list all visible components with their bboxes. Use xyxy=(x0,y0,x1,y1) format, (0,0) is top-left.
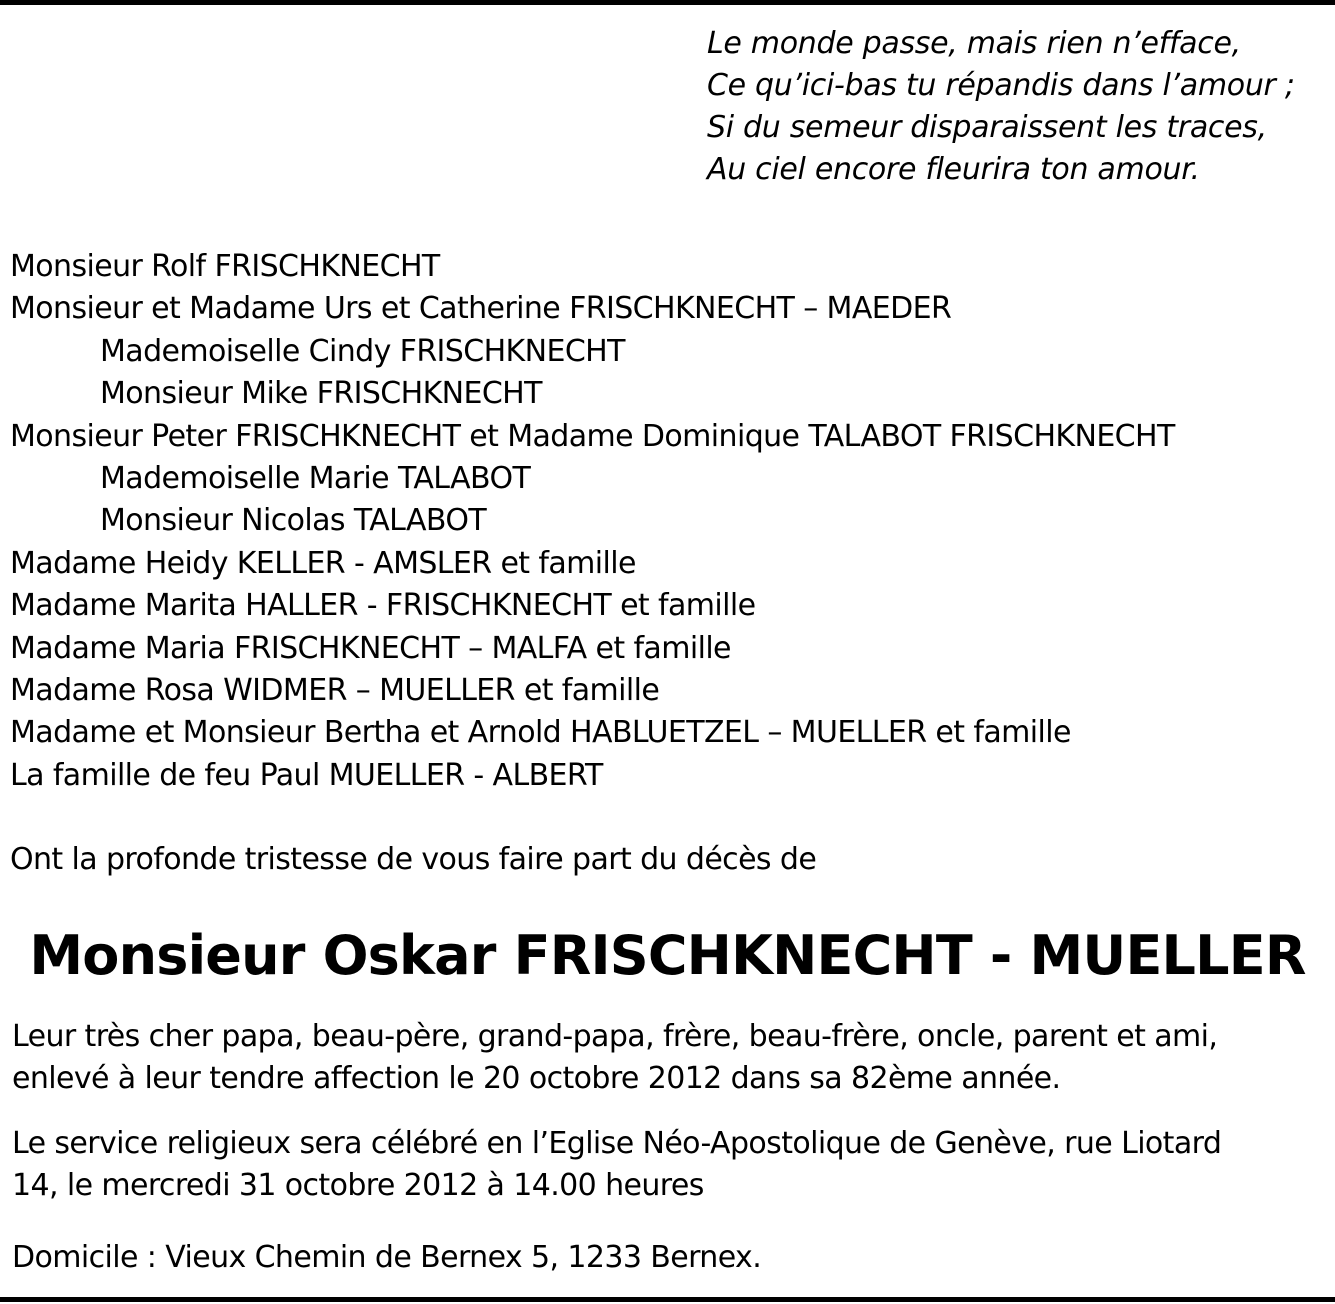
family-member: La famille de feu Paul MUELLER - ALBERT xyxy=(10,757,603,793)
family-member: Madame Heidy KELLER - AMSLER et famille xyxy=(10,545,636,581)
relation-line: Leur très cher papa, beau-père, grand-papa, frère, beau-frère, oncle, parent et ami, xyxy=(12,1019,1218,1054)
deceased-name-heading: Monsieur Oskar FRISCHKNECHT - MUELLER xyxy=(29,924,1306,987)
family-member: Monsieur Nicolas TALABOT xyxy=(100,503,487,539)
service-line: 14, le mercredi 31 octobre 2012 à 14.00 heures xyxy=(12,1168,704,1203)
poem-line: Au ciel encore fleurira ton amour. xyxy=(707,152,1200,187)
family-member: Madame Rosa WIDMER – MUELLER et famille xyxy=(10,673,660,709)
family-member: Monsieur Mike FRISCHKNECHT xyxy=(100,376,542,412)
domicile-line: Domicile : Vieux Chemin de Bernex 5, 1233 Bernex. xyxy=(12,1240,762,1275)
poem-line: Si du semeur disparaissent les traces, xyxy=(707,110,1267,145)
service-line: Le service religieux sera célébré en l’Eglise Néo-Apostolique de Genève, rue Liotard xyxy=(12,1126,1222,1161)
family-member: Madame Maria FRISCHKNECHT – MALFA et famille xyxy=(10,630,731,666)
domicile-paragraph xyxy=(12,1237,1327,1279)
top-border-rule xyxy=(0,0,1335,5)
family-list xyxy=(10,246,1325,797)
family-member: Mademoiselle Marie TALABOT xyxy=(100,461,531,497)
memorial-poem xyxy=(707,23,1335,191)
poem-line: Le monde passe, mais rien n’efface, xyxy=(707,26,1241,61)
poem-line: Ce qu’ici-bas tu répandis dans l’amour ; xyxy=(707,68,1295,103)
family-member: Monsieur et Madame Urs et Catherine FRISCHKNECHT – MAEDER xyxy=(10,291,952,327)
family-member: Mademoiselle Cindy FRISCHKNECHT xyxy=(100,333,625,369)
family-member: Monsieur Peter FRISCHKNECHT et Madame Dominique TALABOT FRISCHKNECHT xyxy=(10,418,1175,454)
relation-paragraph xyxy=(12,1016,1327,1100)
family-member: Madame et Monsieur Bertha et Arnold HABLUETZEL – MUELLER et famille xyxy=(10,715,1071,751)
announcement-text: Ont la profonde tristesse de vous faire part du décès de xyxy=(10,842,817,877)
bottom-border-rule xyxy=(0,1297,1335,1302)
family-member: Monsieur Rolf FRISCHKNECHT xyxy=(10,249,440,284)
service-paragraph xyxy=(12,1123,1327,1207)
family-member: Madame Marita HALLER - FRISCHKNECHT et famille xyxy=(10,588,756,624)
relation-line: enlevé à leur tendre affection le 20 octobre 2012 dans sa 82ème année. xyxy=(12,1061,1061,1096)
